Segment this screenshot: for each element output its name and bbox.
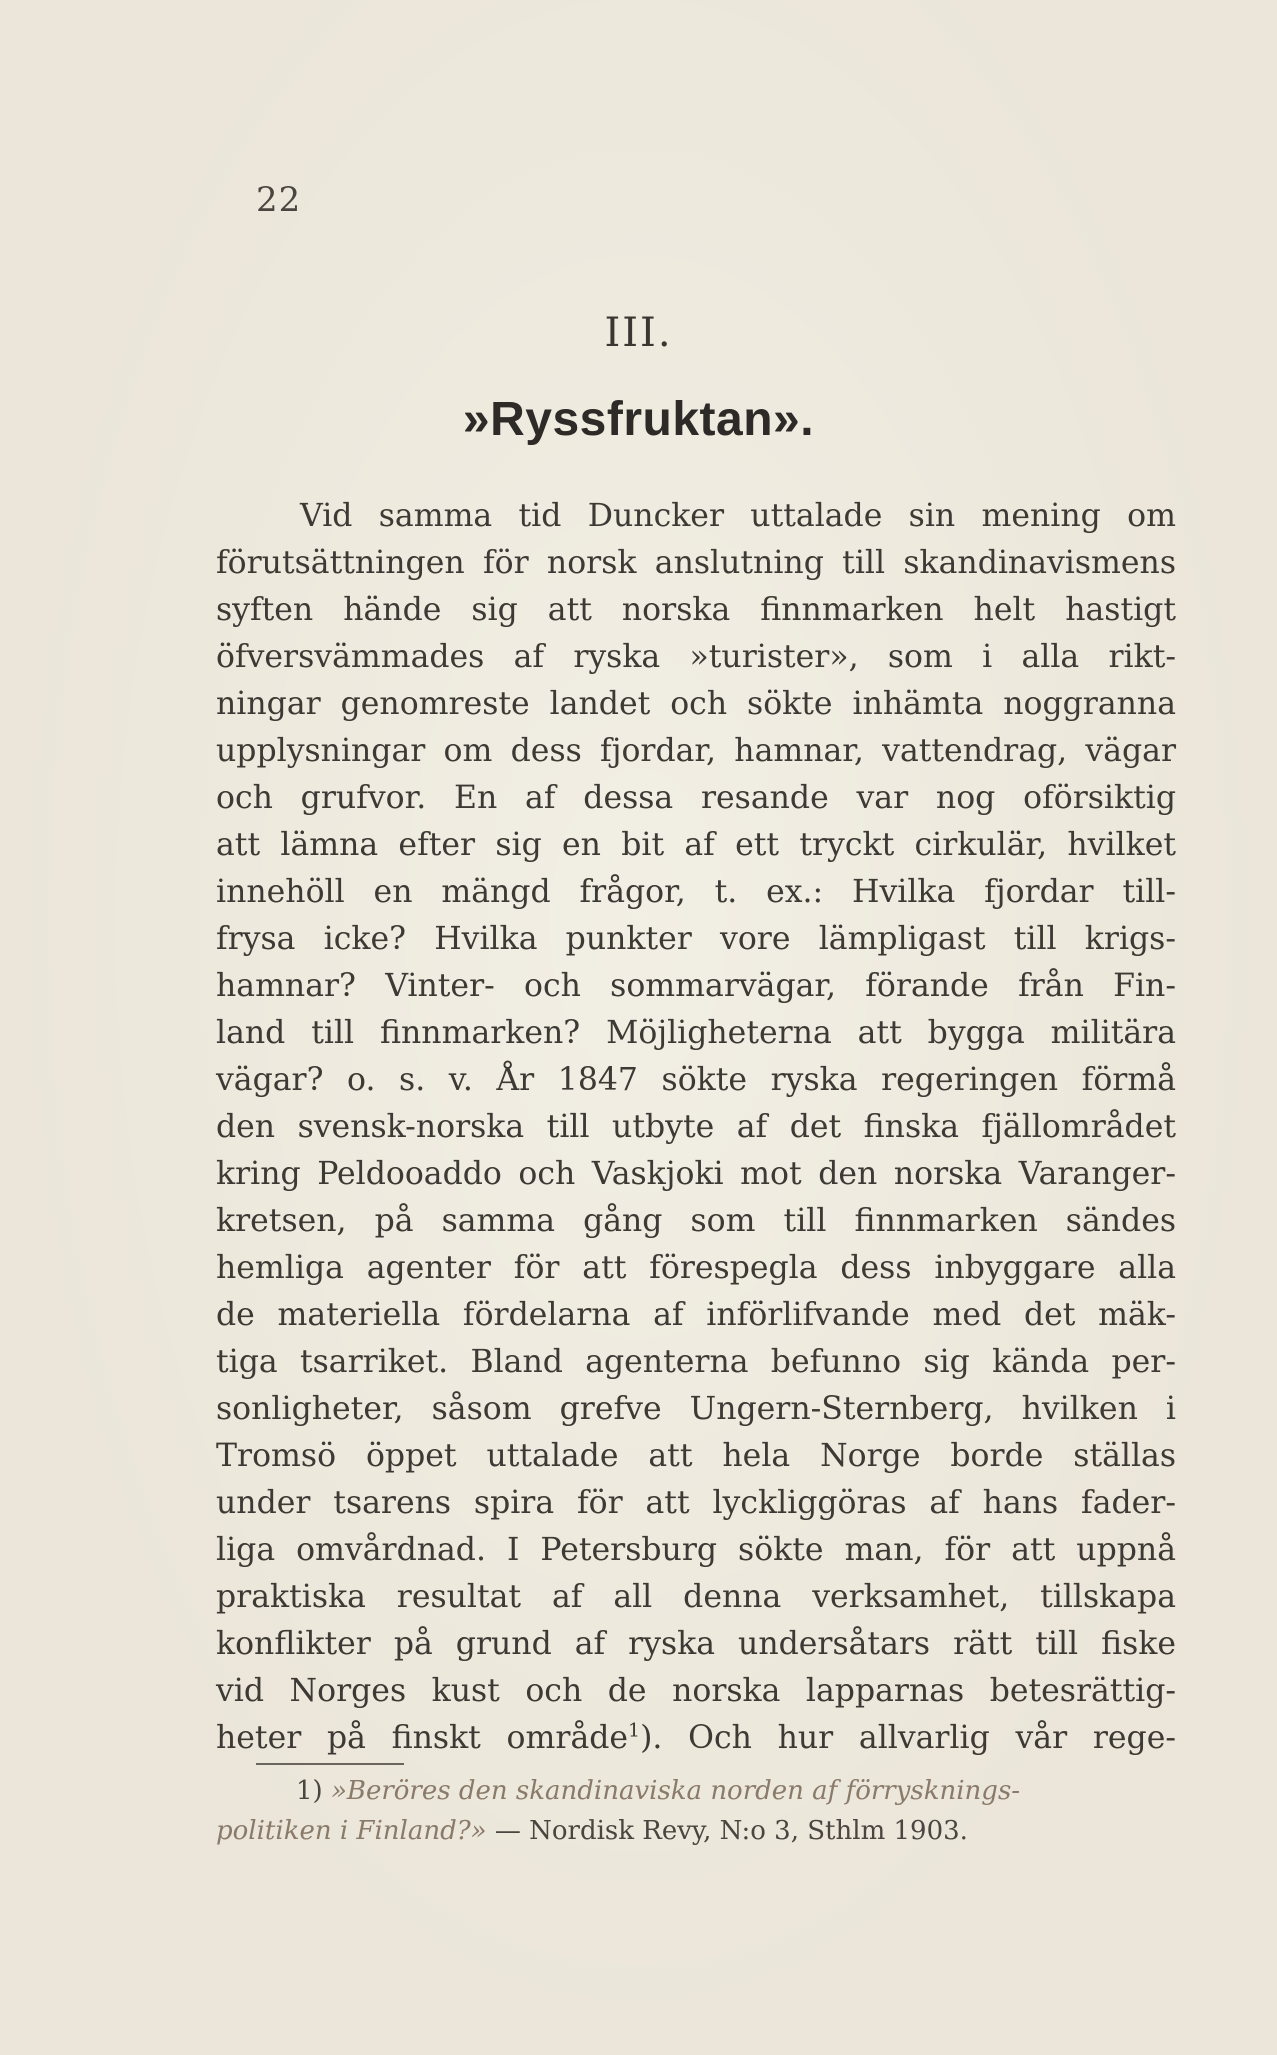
- chapter-title: »Ryssfruktan».: [462, 393, 815, 446]
- text-line: öfversvämmades af ryska »turister», som i alla rikt-: [216, 639, 1176, 675]
- text-line: frysa icke? Hvilka punkter vore lämpligast till krigs-: [216, 921, 1176, 957]
- text-line: den svensk-norska till utbyte af det finska fjällområdet: [216, 1109, 1176, 1145]
- text-line: att lämna efter sig en bit af ett tryckt cirkulär, hvilket: [216, 827, 1176, 863]
- section-number: III.: [604, 310, 673, 356]
- text-line: syften hände sig att norska finnmarken helt hastigt: [216, 592, 1176, 628]
- text-line: förutsättningen för norsk anslutning till skandinavismens: [216, 545, 1176, 581]
- text-line: tiga tsarriket. Bland agenterna befunno sig kända per-: [216, 1344, 1176, 1380]
- footnote-italic-text: »Beröres den skandinaviska norden af förrysknings-: [330, 1776, 1021, 1806]
- footnote-line: [216, 1771, 1176, 1811]
- footnote-line: [216, 1811, 1176, 1851]
- text-line: vägar? o. s. v. År 1847 sökte ryska regeringen förmå: [216, 1062, 1176, 1098]
- text-line: de materiella fördelarna af införlifvande med det mäk-: [216, 1297, 1176, 1333]
- text-line: under tsarens spira för att lyckliggöras af hans fader-: [216, 1485, 1176, 1521]
- text-line: innehöll en mängd frågor, t. ex.: Hvilka fjordar till-: [216, 874, 1176, 910]
- text-line: vid Norges kust och de norska lapparnas betesrättig-: [216, 1673, 1176, 1709]
- text-line-with-footnote-ref: [216, 1715, 1176, 1762]
- footnote-divider: [256, 1763, 404, 1765]
- footnote-italic-text: politiken i Finland?»: [216, 1816, 487, 1846]
- text-line: kretsen, på samma gång som till finnmarken sändes: [216, 1203, 1176, 1239]
- text-fragment: ). Och hur allvarlig vår rege-: [640, 1720, 1176, 1756]
- text-line: sonligheter, såsom grefve Ungern-Sternberg, hvilken i: [216, 1391, 1176, 1427]
- text-line: liga omvårdnad. I Petersburg sökte man, för att uppnå: [216, 1532, 1176, 1568]
- text-line: och grufvor. En af dessa resande var nog oförsiktig: [216, 780, 1176, 816]
- footnote: [216, 1771, 1176, 1851]
- text-fragment: heter på finskt område: [216, 1720, 629, 1756]
- text-line: ningar genomreste landet och sökte inhämta noggranna: [216, 686, 1176, 722]
- footnote-citation: — Nordisk Revy, N:o 3, Sthlm 1903.: [486, 1816, 968, 1846]
- footnote-marker: 1): [296, 1776, 323, 1806]
- text-line: hamnar? Vinter- och sommarvägar, förande från Fin-: [216, 968, 1176, 1004]
- text-line: praktiska resultat af all denna verksamhet, tillskapa: [216, 1579, 1176, 1615]
- text-line: hemliga agenter för att förespegla dess inbyggare alla: [216, 1250, 1176, 1286]
- text-line: land till finnmarken? Möjligheterna att bygga militära: [216, 1015, 1176, 1051]
- text-line: konflikter på grund af ryska undersåtars rätt till fiske: [216, 1626, 1176, 1662]
- footnote-reference: 1: [628, 1719, 641, 1742]
- text-line: kring Peldooaddo och Vaskjoki mot den norska Varanger-: [216, 1156, 1176, 1192]
- body-text: [216, 493, 1176, 1762]
- page-number: 22: [256, 180, 302, 220]
- text-line: Vid samma tid Duncker uttalade sin mening om: [300, 498, 1176, 534]
- text-line: upplysningar om dess fjordar, hamnar, vattendrag, vägar: [216, 733, 1176, 769]
- text-line: Tromsö öppet uttalade att hela Norge borde ställas: [216, 1438, 1176, 1474]
